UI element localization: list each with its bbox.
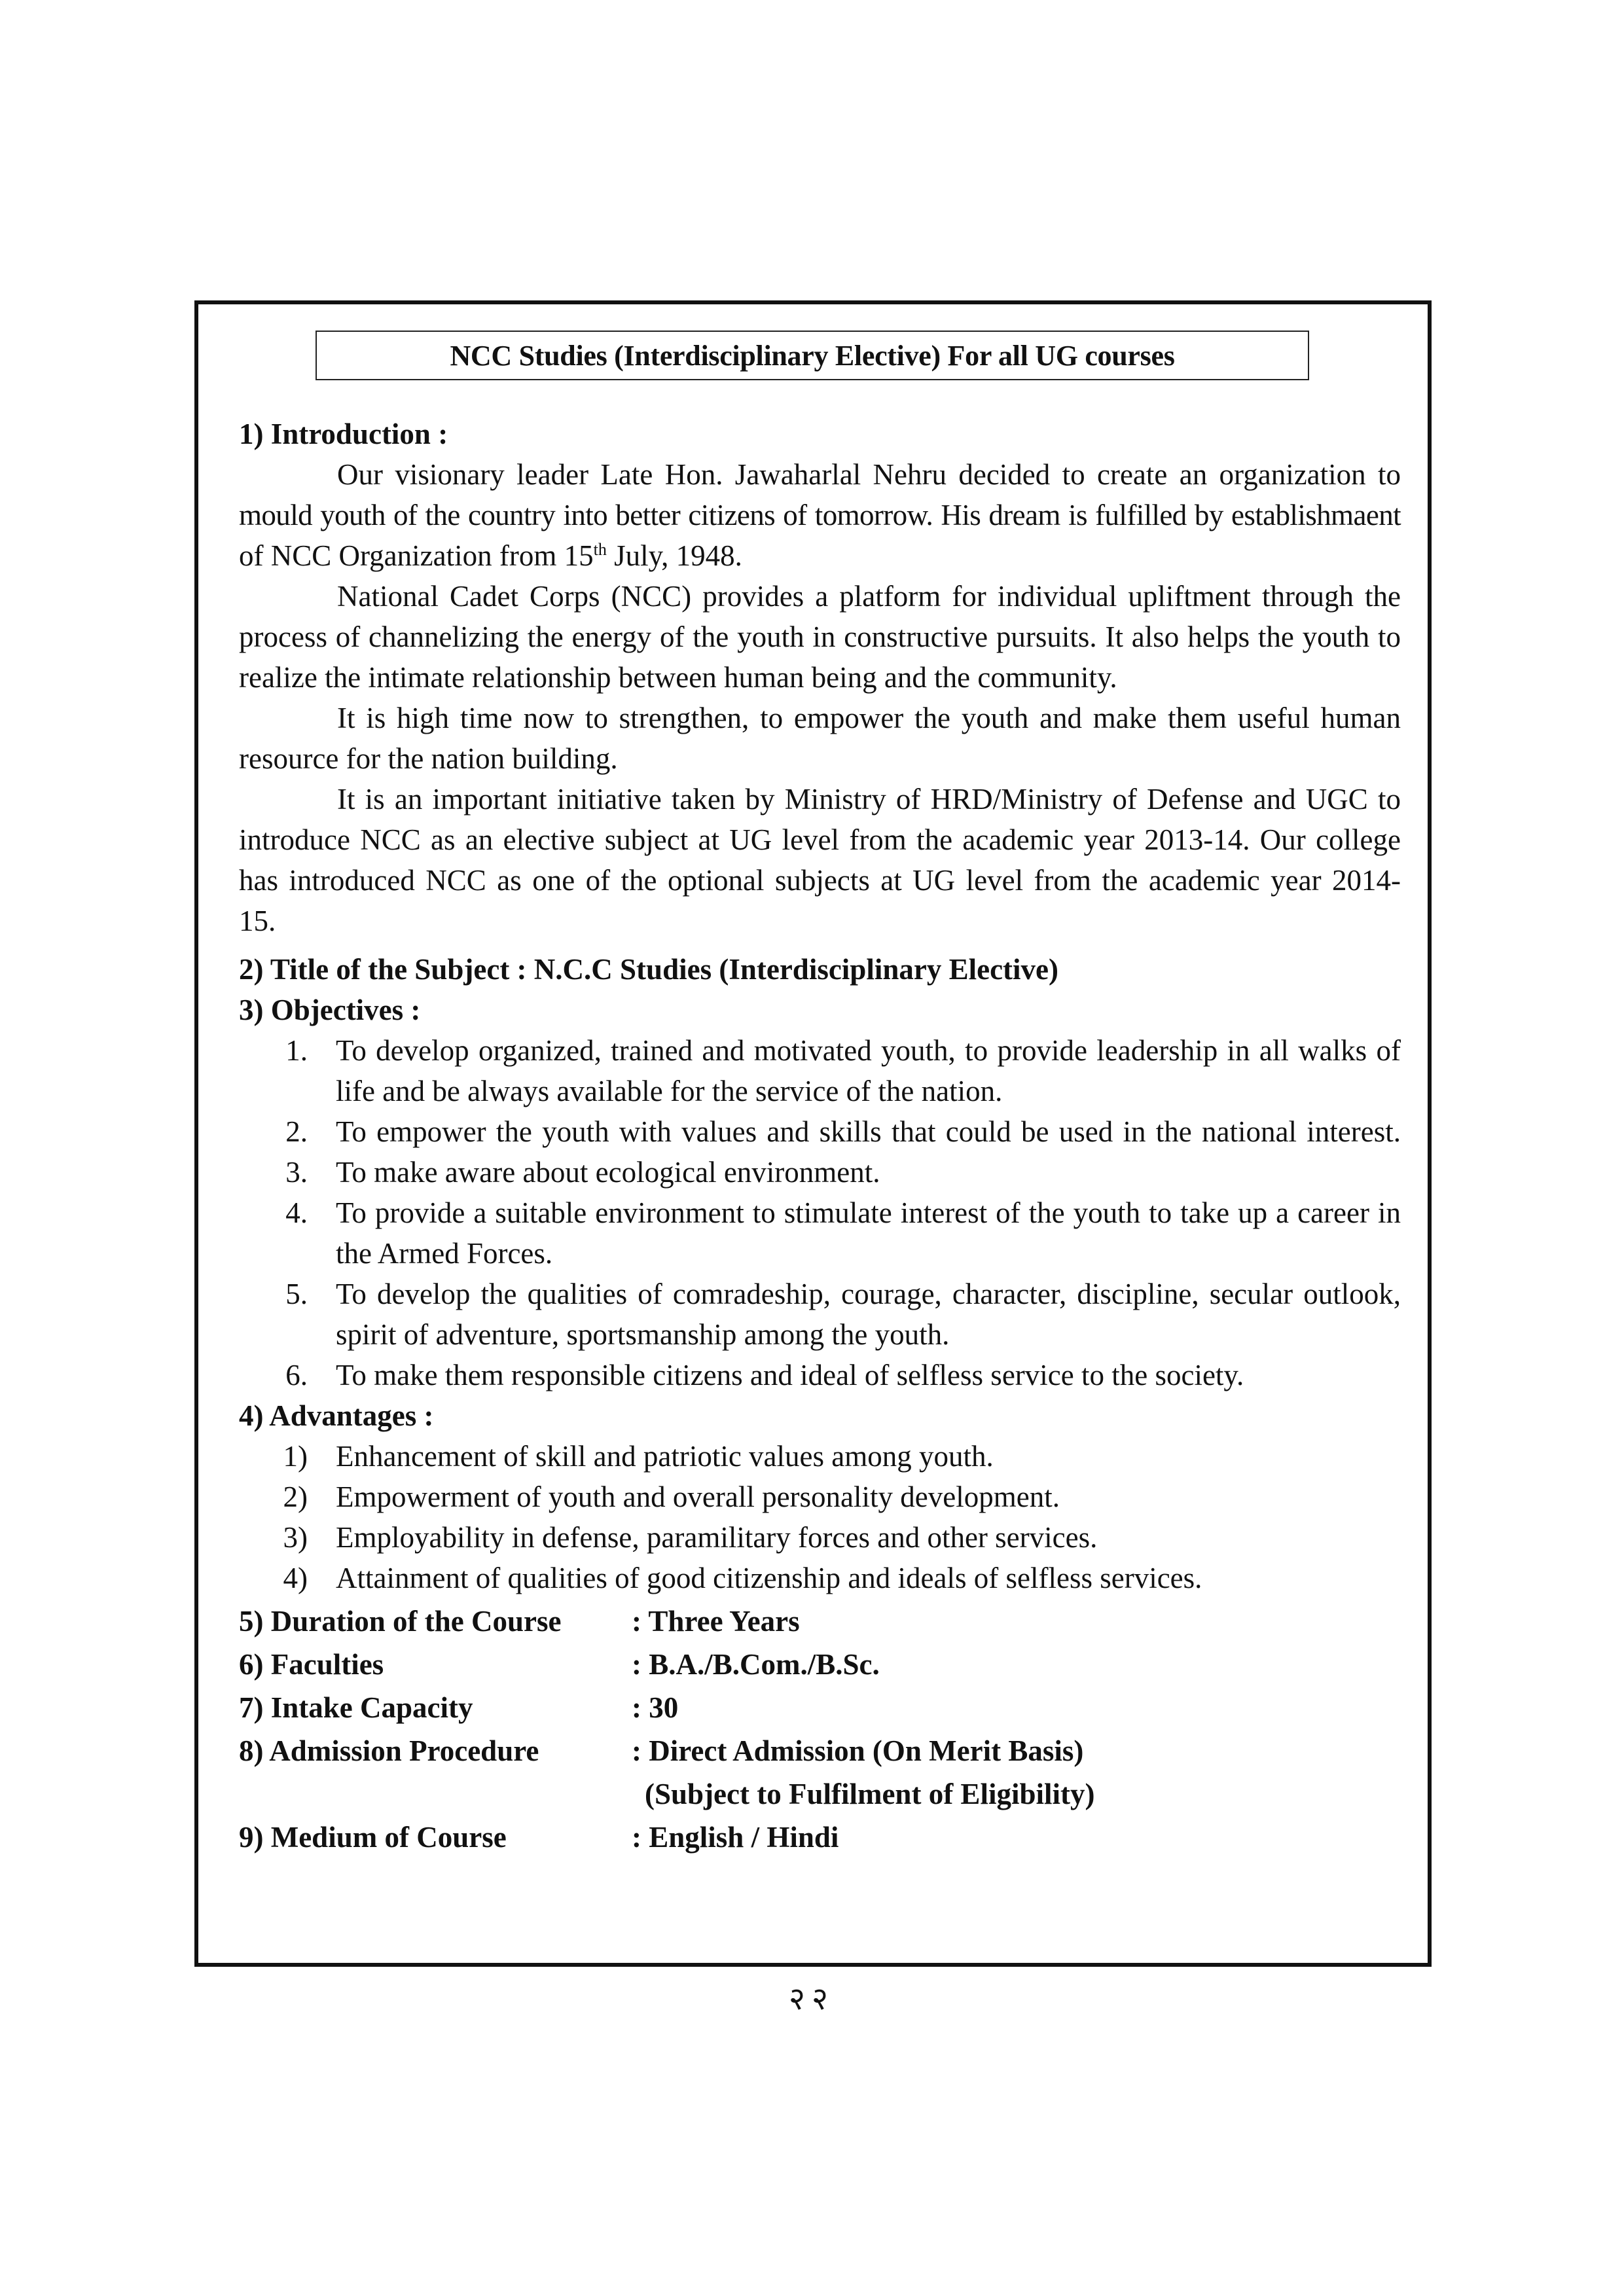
detail-value: : English / Hindi [632,1821,839,1854]
objective-text: To provide a suitable environment to stimulate interest of the youth to take up a career in [336,1196,1401,1229]
intro-paragraph-1-line-1: Our visionary leader Late Hon. Jawaharlal Nehru decided to create an organization to [337,458,1401,491]
intro-paragraph-4-line-1: It is an important initiative taken by Ministry of HRD/Ministry of Defense and UGC to [337,783,1401,816]
advantage-number: 3) [283,1521,308,1554]
intro-paragraph-4-line-4: 15. [239,905,276,937]
advantage-text: Employability in defense, paramilitary forces and other services. [336,1521,1098,1554]
intro-paragraph-2-line-1: National Cadet Corps (NCC) provides a platform for individual upliftment through the [337,580,1401,613]
subject-title: 2) Title of the Subject : N.C.C Studies (Interdisciplinary Elective) [239,953,1059,986]
objective-number: 1. [285,1034,308,1067]
intro-paragraph-1-line-2: mould youth of the country into better citizens of tomorrow. His dream is fulfilled by establishmaent [239,499,1401,531]
advantage-text: Enhancement of skill and patriotic values among youth. [336,1440,994,1473]
intro-paragraph-3-line-1: It is high time now to strengthen, to empower the youth and make them useful human [337,702,1401,734]
detail-value: : 30 [632,1691,679,1724]
advantages-heading: 4) Advantages : [239,1399,434,1432]
advantage-number: 1) [283,1440,308,1473]
objective-text-continued: life and be always available for the service of the nation. [336,1075,1003,1107]
page-number: २२ [789,1981,835,2017]
detail-label: 7) Intake Capacity [239,1691,473,1724]
detail-value-continued: (Subject to Fulfilment of Eligibility) [645,1778,1095,1810]
intro-paragraph-2-line-3: realize the intimate relationship between human being and the community. [239,661,1117,694]
intro-paragraph-4-line-2: introduce NCC as an elective subject at UG level from the academic year 2013-14. Our college [239,823,1401,856]
detail-value: : Direct Admission (On Merit Basis) [632,1734,1084,1767]
objective-text: To make aware about ecological environment. [336,1156,880,1189]
objective-text: To make them responsible citizens and ideal of selfless service to the society. [336,1359,1244,1391]
detail-label: 5) Duration of the Course [239,1605,562,1638]
detail-value: : B.A./B.Com./B.Sc. [632,1648,880,1681]
intro-paragraph-1-line-3: of NCC Organization from 15th July, 1948. [239,539,742,572]
objective-text: To develop the qualities of comradeship, courage, character, discipline, secular outlook, [336,1278,1401,1310]
advantage-number: 2) [283,1480,308,1513]
objectives-heading: 3) Objectives : [239,994,421,1026]
objective-text-continued: the Armed Forces. [336,1237,553,1270]
objective-text: To develop organized, trained and motivated youth, to provide leadership in all walks of [336,1034,1401,1067]
document-title: NCC Studies (Interdisciplinary Elective) For all UG courses [316,331,1309,380]
introduction-heading: 1) Introduction : [239,418,448,450]
advantage-text: Empowerment of youth and overall personality development. [336,1480,1060,1513]
objective-number: 6. [285,1359,308,1391]
advantage-number: 4) [283,1562,308,1594]
objective-number: 4. [285,1196,308,1229]
objective-text-continued: spirit of adventure, sportsmanship among the youth. [336,1318,950,1351]
detail-label: 9) Medium of Course [239,1821,507,1854]
detail-label: 8) Admission Procedure [239,1734,539,1767]
objective-number: 3. [285,1156,308,1189]
detail-label: 6) Faculties [239,1648,384,1681]
objective-number: 2. [285,1115,308,1148]
objective-number: 5. [285,1278,308,1310]
intro-paragraph-3-line-2: resource for the nation building. [239,742,618,775]
objective-text: To empower the youth with values and skills that could be used in the national interest. [336,1115,1401,1148]
intro-paragraph-2-line-2: process of channelizing the energy of the youth in constructive pursuits. It also helps the youth to [239,620,1401,653]
intro-paragraph-4-line-3: has introduced NCC as one of the optional subjects at UG level from the academic year 2014- [239,864,1401,897]
detail-value: : Three Years [632,1605,800,1638]
advantage-text: Attainment of qualities of good citizenship and ideals of selfless services. [336,1562,1202,1594]
